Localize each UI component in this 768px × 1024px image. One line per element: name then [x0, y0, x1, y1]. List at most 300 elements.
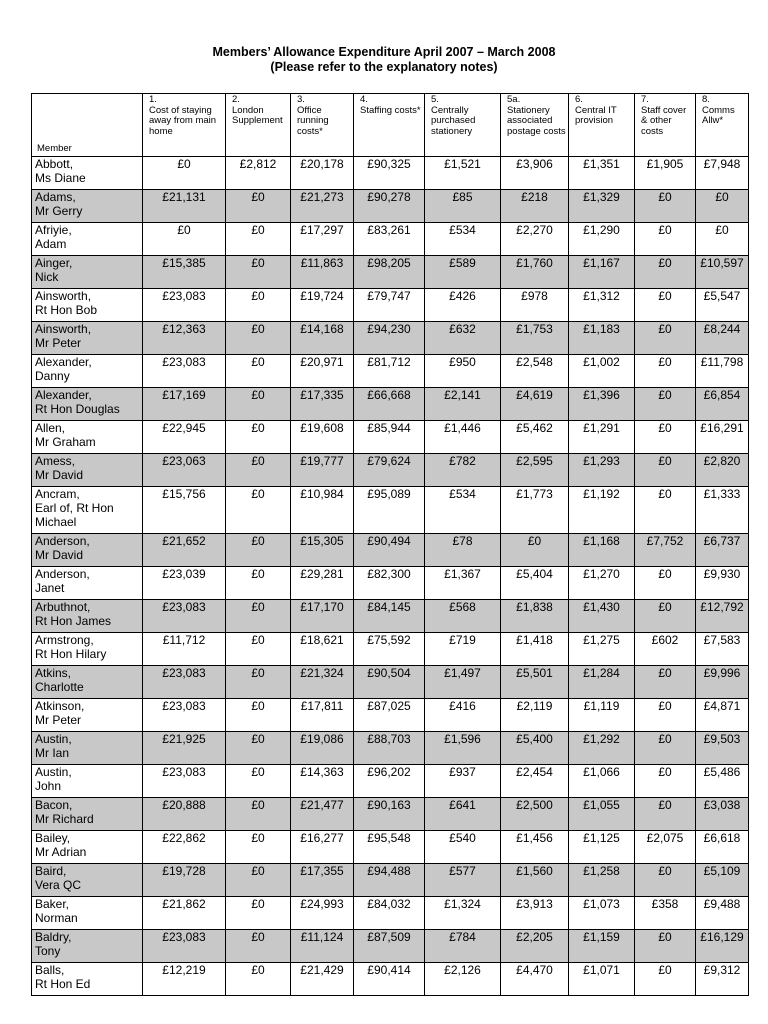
- value-cell-col-9: £5,486: [696, 765, 749, 798]
- value-cell-col-4: £84,145: [354, 600, 425, 633]
- value-cell-col-5: £426: [425, 289, 501, 322]
- value-cell-col-7: £1,291: [569, 421, 635, 454]
- value-cell-col-6: £1,753: [501, 322, 569, 355]
- value-cell-col-4: £83,261: [354, 223, 425, 256]
- value-cell-col-9: £8,244: [696, 322, 749, 355]
- value-cell-col-7: £1,396: [569, 388, 635, 421]
- column-label: Centrally purchased stationery: [431, 104, 476, 137]
- value-cell-col-3: £19,777: [291, 454, 354, 487]
- value-cell-col-4: £81,712: [354, 355, 425, 388]
- value-cell-col-4: £90,494: [354, 534, 425, 567]
- value-cell-col-3: £17,811: [291, 699, 354, 732]
- value-cell-col-7: £1,292: [569, 732, 635, 765]
- member-name-line: Balls,: [35, 963, 65, 977]
- value-cell-col-1: £0: [143, 157, 226, 190]
- member-name: [32, 388, 143, 421]
- member-name-line: Rt Hon James: [35, 614, 112, 628]
- member-name: [32, 864, 143, 897]
- column-number: 8.: [702, 94, 710, 105]
- table-row: [32, 421, 749, 454]
- value-cell-col-9: £12,792: [696, 600, 749, 633]
- column-header-8: [635, 94, 696, 157]
- member-name: [32, 930, 143, 963]
- value-cell-col-8: £0: [635, 732, 696, 765]
- value-cell-col-5: £78: [425, 534, 501, 567]
- value-cell-col-8: £0: [635, 600, 696, 633]
- member-name-line: Mr Graham: [35, 435, 96, 449]
- value-cell-col-3: £17,355: [291, 864, 354, 897]
- value-cell-col-4: £75,592: [354, 633, 425, 666]
- member-name-line: Charlotte: [35, 680, 84, 694]
- value-cell-col-1: £23,063: [143, 454, 226, 487]
- member-name-line: Rt Hon Bob: [35, 303, 98, 317]
- value-cell-col-6: £1,456: [501, 831, 569, 864]
- value-cell-col-1: £23,083: [143, 355, 226, 388]
- value-cell-col-8: £0: [635, 355, 696, 388]
- value-cell-col-9: £7,948: [696, 157, 749, 190]
- value-cell-col-3: £20,178: [291, 157, 354, 190]
- column-label: Office running costs*: [297, 104, 329, 137]
- value-cell-col-2: £0: [226, 388, 291, 421]
- value-cell-col-1: £0: [143, 223, 226, 256]
- member-name: [32, 322, 143, 355]
- value-cell-col-6: £2,205: [501, 930, 569, 963]
- table-row: [32, 699, 749, 732]
- value-cell-col-7: £1,293: [569, 454, 635, 487]
- value-cell-col-7: £1,119: [569, 699, 635, 732]
- member-name-line: Rt Hon Douglas: [35, 402, 120, 416]
- member-name-line: Mr David: [35, 548, 84, 562]
- value-cell-col-2: £0: [226, 732, 291, 765]
- member-name: [32, 567, 143, 600]
- value-cell-col-9: £6,618: [696, 831, 749, 864]
- value-cell-col-2: £0: [226, 289, 291, 322]
- table-row: [32, 600, 749, 633]
- value-cell-col-3: £21,273: [291, 190, 354, 223]
- column-header-member: [32, 94, 143, 157]
- table-row: [32, 666, 749, 699]
- value-cell-col-8: £2,075: [635, 831, 696, 864]
- column-label: Member: [37, 142, 72, 154]
- value-cell-col-8: £0: [635, 699, 696, 732]
- value-cell-col-6: £5,400: [501, 732, 569, 765]
- value-cell-col-4: £94,488: [354, 864, 425, 897]
- member-name-line: Norman: [35, 911, 78, 925]
- value-cell-col-3: £18,621: [291, 633, 354, 666]
- member-name-line: Mr David: [35, 468, 84, 482]
- member-name-line: Earl of, Rt Hon: [35, 501, 114, 515]
- value-cell-col-1: £21,131: [143, 190, 226, 223]
- value-cell-col-2: £0: [226, 567, 291, 600]
- member-name-line: Abbott,: [35, 157, 74, 171]
- value-cell-col-9: £6,854: [696, 388, 749, 421]
- value-cell-col-5: £719: [425, 633, 501, 666]
- value-cell-col-9: £11,798: [696, 355, 749, 388]
- value-cell-col-4: £79,624: [354, 454, 425, 487]
- value-cell-col-3: £21,429: [291, 963, 354, 996]
- value-cell-col-4: £94,230: [354, 322, 425, 355]
- value-cell-col-1: £22,945: [143, 421, 226, 454]
- column-label: Stationery associated postage costs: [507, 104, 566, 137]
- value-cell-col-6: £2,595: [501, 454, 569, 487]
- value-cell-col-5: £782: [425, 454, 501, 487]
- value-cell-col-4: £88,703: [354, 732, 425, 765]
- value-cell-col-6: £5,501: [501, 666, 569, 699]
- value-cell-col-6: £1,560: [501, 864, 569, 897]
- value-cell-col-1: £23,083: [143, 699, 226, 732]
- column-header-4: [354, 94, 425, 157]
- value-cell-col-7: £1,071: [569, 963, 635, 996]
- column-header-6: [501, 94, 569, 157]
- table-row: [32, 322, 749, 355]
- value-cell-col-9: £9,996: [696, 666, 749, 699]
- value-cell-col-5: £1,446: [425, 421, 501, 454]
- member-name: [32, 256, 143, 289]
- column-header-9: [696, 94, 749, 157]
- value-cell-col-3: £17,297: [291, 223, 354, 256]
- value-cell-col-7: £1,258: [569, 864, 635, 897]
- value-cell-col-7: £1,125: [569, 831, 635, 864]
- member-name-line: Mr Adrian: [35, 845, 87, 859]
- value-cell-col-8: £602: [635, 633, 696, 666]
- value-cell-col-8: £0: [635, 256, 696, 289]
- value-cell-col-1: £21,862: [143, 897, 226, 930]
- value-cell-col-6: £0: [501, 534, 569, 567]
- title-line-2: (Please refer to the explanatory notes): [270, 60, 498, 74]
- value-cell-col-9: £0: [696, 190, 749, 223]
- value-cell-col-9: £7,583: [696, 633, 749, 666]
- value-cell-col-4: £66,668: [354, 388, 425, 421]
- value-cell-col-5: £1,521: [425, 157, 501, 190]
- table-row: [32, 223, 749, 256]
- value-cell-col-9: £4,871: [696, 699, 749, 732]
- value-cell-col-2: £0: [226, 930, 291, 963]
- member-name: [32, 289, 143, 322]
- header-row: [32, 94, 749, 157]
- member-name-line: Vera QC: [35, 878, 82, 892]
- member-name: [32, 831, 143, 864]
- value-cell-col-5: £1,367: [425, 567, 501, 600]
- value-cell-col-2: £0: [226, 798, 291, 831]
- column-label: Staff cover & other costs: [641, 104, 687, 137]
- value-cell-col-4: £90,504: [354, 666, 425, 699]
- member-name-line: Amess,: [35, 454, 76, 468]
- member-name-line: Austin,: [35, 765, 72, 779]
- table-row: [32, 534, 749, 567]
- value-cell-col-8: £0: [635, 322, 696, 355]
- member-name: [32, 190, 143, 223]
- value-cell-col-5: £2,126: [425, 963, 501, 996]
- value-cell-col-1: £23,083: [143, 289, 226, 322]
- value-cell-col-6: £218: [501, 190, 569, 223]
- value-cell-col-7: £1,167: [569, 256, 635, 289]
- document-title: [0, 45, 768, 75]
- value-cell-col-3: £20,971: [291, 355, 354, 388]
- member-name-line: Ms Diane: [35, 171, 86, 185]
- value-cell-col-2: £0: [226, 454, 291, 487]
- value-cell-col-9: £9,503: [696, 732, 749, 765]
- value-cell-col-2: £0: [226, 633, 291, 666]
- value-cell-col-4: £90,278: [354, 190, 425, 223]
- value-cell-col-1: £21,652: [143, 534, 226, 567]
- column-number: 4.: [360, 94, 368, 105]
- member-name-line: Mr Peter: [35, 336, 82, 350]
- column-label: Cost of staying away from main home: [149, 104, 217, 137]
- value-cell-col-2: £0: [226, 322, 291, 355]
- value-cell-col-9: £9,312: [696, 963, 749, 996]
- table-row: [32, 765, 749, 798]
- value-cell-col-2: £0: [226, 831, 291, 864]
- value-cell-col-8: £0: [635, 289, 696, 322]
- member-name-line: Mr Ian: [35, 746, 70, 760]
- value-cell-col-1: £23,083: [143, 666, 226, 699]
- table-row: [32, 454, 749, 487]
- value-cell-col-6: £2,270: [501, 223, 569, 256]
- value-cell-col-6: £4,619: [501, 388, 569, 421]
- value-cell-col-7: £1,270: [569, 567, 635, 600]
- value-cell-col-2: £0: [226, 421, 291, 454]
- value-cell-col-8: £0: [635, 864, 696, 897]
- value-cell-col-5: £416: [425, 699, 501, 732]
- table-row: [32, 963, 749, 996]
- value-cell-col-1: £21,925: [143, 732, 226, 765]
- table-row: [32, 289, 749, 322]
- value-cell-col-4: £84,032: [354, 897, 425, 930]
- value-cell-col-5: £641: [425, 798, 501, 831]
- value-cell-col-7: £1,002: [569, 355, 635, 388]
- member-name: [32, 732, 143, 765]
- member-name-line: Anderson,: [35, 567, 90, 581]
- member-name-line: Mr Richard: [35, 812, 94, 826]
- member-name-line: Ainsworth,: [35, 289, 92, 303]
- column-number: 7.: [641, 94, 649, 105]
- value-cell-col-3: £14,363: [291, 765, 354, 798]
- member-name-line: Alexander,: [35, 355, 92, 369]
- value-cell-col-3: £21,324: [291, 666, 354, 699]
- value-cell-col-6: £2,119: [501, 699, 569, 732]
- member-name-line: Ancram,: [35, 487, 80, 501]
- value-cell-col-9: £2,820: [696, 454, 749, 487]
- member-name-line: Baker,: [35, 897, 70, 911]
- value-cell-col-2: £0: [226, 666, 291, 699]
- value-cell-col-2: £0: [226, 864, 291, 897]
- member-name-line: Bailey,: [35, 831, 71, 845]
- value-cell-col-6: £3,913: [501, 897, 569, 930]
- member-name: [32, 454, 143, 487]
- value-cell-col-1: £15,385: [143, 256, 226, 289]
- member-name-line: Janet: [35, 581, 65, 595]
- column-header-3: [291, 94, 354, 157]
- value-cell-col-7: £1,275: [569, 633, 635, 666]
- member-name: [32, 963, 143, 996]
- table-row: [32, 256, 749, 289]
- table-row: [32, 798, 749, 831]
- value-cell-col-8: £358: [635, 897, 696, 930]
- value-cell-col-8: £0: [635, 930, 696, 963]
- value-cell-col-3: £10,984: [291, 487, 354, 534]
- column-header-2: [226, 94, 291, 157]
- value-cell-col-6: £2,454: [501, 765, 569, 798]
- value-cell-col-5: £1,497: [425, 666, 501, 699]
- value-cell-col-1: £12,363: [143, 322, 226, 355]
- value-cell-col-5: £85: [425, 190, 501, 223]
- value-cell-col-5: £2,141: [425, 388, 501, 421]
- value-cell-col-5: £632: [425, 322, 501, 355]
- value-cell-col-7: £1,329: [569, 190, 635, 223]
- value-cell-col-6: £3,906: [501, 157, 569, 190]
- table-body: [32, 157, 749, 996]
- value-cell-col-3: £14,168: [291, 322, 354, 355]
- value-cell-col-8: £0: [635, 454, 696, 487]
- allowance-table: [31, 93, 749, 996]
- value-cell-col-5: £568: [425, 600, 501, 633]
- value-cell-col-4: £87,025: [354, 699, 425, 732]
- value-cell-col-5: £1,324: [425, 897, 501, 930]
- value-cell-col-7: £1,055: [569, 798, 635, 831]
- member-name-line: John: [35, 779, 62, 793]
- value-cell-col-1: £19,728: [143, 864, 226, 897]
- value-cell-col-9: £3,038: [696, 798, 749, 831]
- value-cell-col-5: £534: [425, 487, 501, 534]
- member-name-line: Tony: [35, 944, 61, 958]
- value-cell-col-3: £21,477: [291, 798, 354, 831]
- value-cell-col-8: £0: [635, 798, 696, 831]
- member-name-line: Arbuthnot,: [35, 600, 91, 614]
- table-row: [32, 732, 749, 765]
- value-cell-col-4: £90,163: [354, 798, 425, 831]
- table-row: [32, 157, 749, 190]
- value-cell-col-8: £0: [635, 388, 696, 421]
- member-name-line: Rt Hon Hilary: [35, 647, 107, 661]
- title-line-1: Members’ Allowance Expenditure April 2007 – March 2008: [212, 45, 556, 59]
- value-cell-col-3: £19,608: [291, 421, 354, 454]
- table-row: [32, 930, 749, 963]
- value-cell-col-5: £589: [425, 256, 501, 289]
- member-name-line: Afriyie,: [35, 223, 72, 237]
- table-row: [32, 897, 749, 930]
- value-cell-col-6: £2,548: [501, 355, 569, 388]
- value-cell-col-4: £95,548: [354, 831, 425, 864]
- value-cell-col-9: £5,547: [696, 289, 749, 322]
- value-cell-col-9: £16,129: [696, 930, 749, 963]
- value-cell-col-1: £23,039: [143, 567, 226, 600]
- value-cell-col-9: £16,291: [696, 421, 749, 454]
- value-cell-col-6: £978: [501, 289, 569, 322]
- member-name-line: Atkins,: [35, 666, 72, 680]
- member-name: [32, 798, 143, 831]
- member-name-line: Alexander,: [35, 388, 92, 402]
- value-cell-col-7: £1,430: [569, 600, 635, 633]
- member-name: [32, 421, 143, 454]
- member-name-line: Ainger,: [35, 256, 73, 270]
- value-cell-col-2: £0: [226, 487, 291, 534]
- member-name-line: Rt Hon Ed: [35, 977, 91, 991]
- member-name: [32, 157, 143, 190]
- value-cell-col-6: £1,418: [501, 633, 569, 666]
- value-cell-col-6: £1,773: [501, 487, 569, 534]
- member-name: [32, 487, 143, 534]
- member-name-line: Allen,: [35, 421, 66, 435]
- member-name: [32, 534, 143, 567]
- member-name: [32, 600, 143, 633]
- value-cell-col-9: £10,597: [696, 256, 749, 289]
- column-number: 6.: [575, 94, 583, 105]
- member-name-line: Baird,: [35, 864, 67, 878]
- value-cell-col-6: £5,462: [501, 421, 569, 454]
- value-cell-col-5: £1,596: [425, 732, 501, 765]
- value-cell-col-1: £22,862: [143, 831, 226, 864]
- value-cell-col-3: £11,863: [291, 256, 354, 289]
- member-name: [32, 666, 143, 699]
- table-row: [32, 831, 749, 864]
- value-cell-col-7: £1,168: [569, 534, 635, 567]
- value-cell-col-3: £11,124: [291, 930, 354, 963]
- value-cell-col-2: £2,812: [226, 157, 291, 190]
- column-number: 5.: [431, 94, 439, 105]
- value-cell-col-6: £5,404: [501, 567, 569, 600]
- value-cell-col-9: £6,737: [696, 534, 749, 567]
- value-cell-col-8: £0: [635, 223, 696, 256]
- value-cell-col-4: £98,205: [354, 256, 425, 289]
- column-number: 2.: [232, 94, 240, 105]
- column-label: Central IT provision: [575, 104, 617, 126]
- value-cell-col-1: £15,756: [143, 487, 226, 534]
- value-cell-col-1: £11,712: [143, 633, 226, 666]
- value-cell-col-6: £2,500: [501, 798, 569, 831]
- column-label: Comms Allw*: [702, 104, 735, 126]
- table-row: [32, 567, 749, 600]
- value-cell-col-8: £0: [635, 567, 696, 600]
- value-cell-col-1: £23,083: [143, 930, 226, 963]
- member-name: [32, 633, 143, 666]
- column-number: 5a.: [507, 94, 521, 105]
- value-cell-col-4: £87,509: [354, 930, 425, 963]
- member-name: [32, 223, 143, 256]
- value-cell-col-2: £0: [226, 897, 291, 930]
- value-cell-col-2: £0: [226, 223, 291, 256]
- member-name: [32, 699, 143, 732]
- member-name-line: Nick: [35, 270, 59, 284]
- value-cell-col-3: £29,281: [291, 567, 354, 600]
- table-row: [32, 388, 749, 421]
- value-cell-col-7: £1,284: [569, 666, 635, 699]
- value-cell-col-5: £540: [425, 831, 501, 864]
- value-cell-col-3: £15,305: [291, 534, 354, 567]
- member-name-line: Atkinson,: [35, 699, 85, 713]
- value-cell-col-2: £0: [226, 534, 291, 567]
- table-row: [32, 633, 749, 666]
- value-cell-col-7: £1,159: [569, 930, 635, 963]
- member-name: [32, 897, 143, 930]
- member-name-line: Baldry,: [35, 930, 72, 944]
- column-label: Staffing costs*: [360, 104, 421, 116]
- table-row: [32, 864, 749, 897]
- value-cell-col-8: £0: [635, 765, 696, 798]
- member-name-line: Ainsworth,: [35, 322, 92, 336]
- value-cell-col-8: £7,752: [635, 534, 696, 567]
- value-cell-col-5: £534: [425, 223, 501, 256]
- value-cell-col-7: £1,066: [569, 765, 635, 798]
- value-cell-col-2: £0: [226, 765, 291, 798]
- value-cell-col-4: £95,089: [354, 487, 425, 534]
- value-cell-col-2: £0: [226, 699, 291, 732]
- column-number: 3.: [297, 94, 305, 105]
- value-cell-col-7: £1,073: [569, 897, 635, 930]
- value-cell-col-9: £5,109: [696, 864, 749, 897]
- member-name: [32, 765, 143, 798]
- table-row: [32, 355, 749, 388]
- value-cell-col-1: £20,888: [143, 798, 226, 831]
